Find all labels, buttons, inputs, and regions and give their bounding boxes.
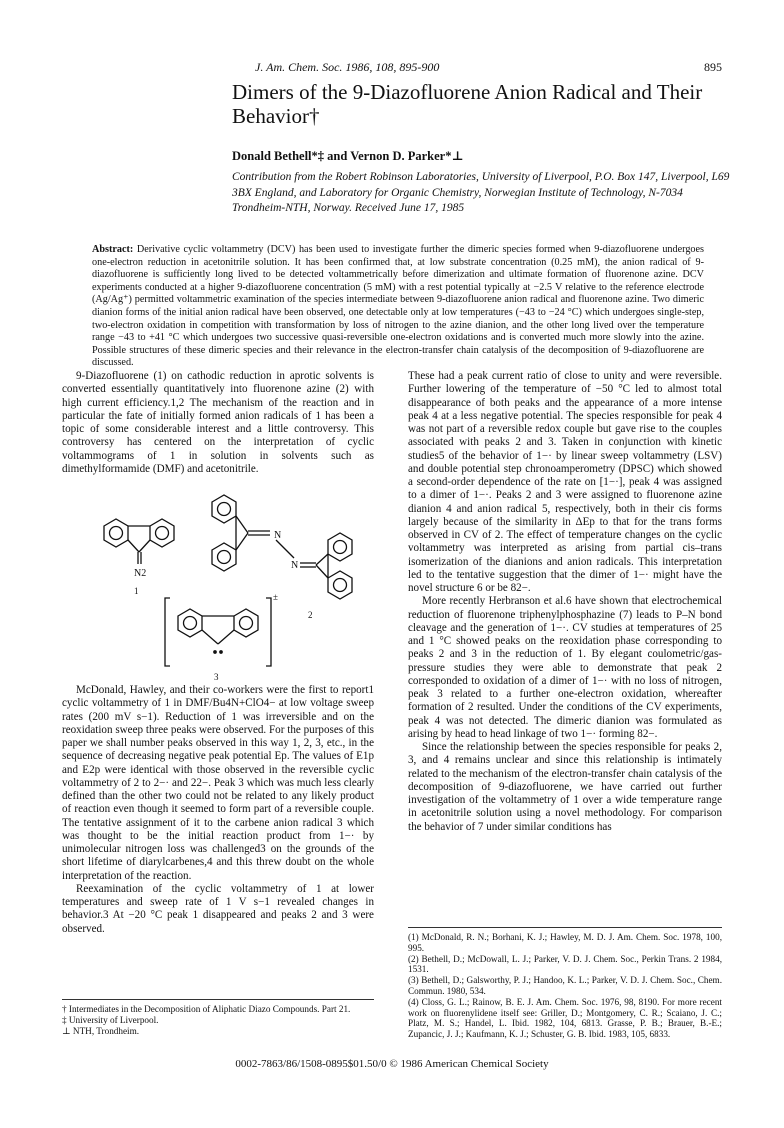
right-column	[408, 370, 722, 834]
affiliation: Contribution from the Robert Robinson Laboratories, University of Liverpool, P.O. Box 147, Liverpool, L69 3BX England, and Laboratory for Organic Chemistry, Norwegian Institute of Technology, N-7034 Trondheim-NTH, Norway. Received June 17, 1985	[232, 171, 730, 214]
footnote: ⊥ NTH, Trondheim.	[62, 1026, 140, 1036]
body-paragraph: McDonald, Hawley, and their co-workers were the first to report1 cyclic voltammetry of 1 in DMF/Bu4N+ClO4− at low voltage sweep rates (200 mV s−1). Reduction of 1 was irreversible and on the reoxidation sweep three peaks were observed. For the purposes of this paper we shall number peaks observed in this way 1, 2, 3, etc., in the sequence of decreasing negative peak potential Ep. The values of E1p and E2p were identical with those observed in the reversible cyclic voltammetry of 2 to 2−· and 22−. Peak 3 which was much less clearly defined than the other two could not be related to any likely product of reaction even though it seemed to form part of a reversible couple. The tentative assignment of it to the carbene anion radical 3 which was thought to be the initial reaction product from 1−· by unimolecular nitrogen loss was challenged3 on the grounds of the short lifetime of diarylcarbenes,4 and this threw doubt on the whole interpretation of the reaction.	[62, 684, 374, 882]
abstract-label: Abstract:	[92, 244, 134, 255]
abstract	[92, 244, 704, 370]
left-column	[62, 370, 374, 936]
page-number: 895	[704, 60, 722, 74]
reference-list	[408, 927, 722, 1040]
article-title: Dimers of the 9-Diazofluorene Anion Radical and Their Behavior†	[232, 80, 703, 128]
body-paragraph: More recently Herbranson et al.6 have shown that electrochemical reduction of fluorenone triphenylphosphazine (7) leads to P–N bond cleavage and the generation of 1−·. CV studies at temperatures of 25 and 1 °C showed peaks on the reoxidation phase corresponding to peaks 2 and 3 in the reduction of 1. By elegant coulometric/gas-pressure studies they were able to demonstrate that peak 2 corresponded to oxidation of a dimer of 1−· with no loss of nitrogen, peak 3 related to a further one-electron oxidation, whereafter formation of 2 resulted. Under the conditions of the CV experiments, peak 4 was not detected. The dimeric dianion was formulated as arising by head to head linkage of two 1−· forming 82−.	[408, 595, 722, 740]
author-footnotes	[62, 999, 374, 1037]
copyright-footer: 0002-7863/86/1508-0895$01.50/0 © 1986 American Chemical Society	[235, 1058, 549, 1070]
reference-item: (1) McDonald, R. N.; Borhani, K. J.; Hawley, M. D. J. Am. Chem. Soc. 1978, 100, 995.	[408, 932, 722, 953]
compound-label-2: 2	[308, 610, 313, 620]
structure-diagram	[62, 482, 374, 682]
body-paragraph: These had a peak current ratio of close to unity and were reversible. Further lowering of the temperature of −50 °C led to almost total disappearance of both peaks and the appearance of a more intense peak 4 at a less negative potential. The species responsible for peak 4 was not part of a reversible redox couple but gave rise to the couples associated with peaks 2 and 3. Taken in conjunction with kinetic studies5 of the behavior of 1−· by linear sweep voltammetry (LSV) and double potential step chronoamperometry (DPSC) which showed a second-order dependence of the rate on [1−·], peak 4 was assigned to a dimer of 1−·. Peaks 2 and 3 were assigned to fluorenone azine dianion 4 and anion radical 5, respectively, both in their cis forms largely because of the similarity in ΔEp to that for the trans forms observed in CV of 2. The effect of temperature changes on the cyclic voltammetry was interpreted as arising from partial cis–trans isomerization of the dianions and anion radicals. This interpretation led to the tentative suggestion that the dimer of 1−· might have the novel structure 6 or be 82−.	[408, 370, 722, 594]
reference-item: (2) Bethell, D.; McDowall, L. J.; Parker, V. D. J. Chem. Soc., Perkin Trans. 2 1984, 1531.	[408, 953, 722, 975]
footnote: † Intermediates in the Decomposition of Aliphatic Diazo Compounds. Part 21.	[62, 1004, 351, 1014]
compound-1-structure	[104, 519, 174, 564]
body-paragraph: 9-Diazofluorene (1) on cathodic reduction in aprotic solvents is converted essentially quantitatively into fluorenone azine (2) with high current efficiency.1,2 The mechanism of the reaction and in particular the fate of initially formed anion radicals of 1 has been a topic of some considerable interest and a little controversy. This controversy has centered on the interpretation of cyclic voltammograms of 1 in solution in solvents such as dimethylformamide (DMF) and acetonitrile.	[62, 370, 374, 475]
journal-citation: J. Am. Chem. Soc. 1986, 108, 895-900	[255, 60, 440, 74]
nitrogen-label: N	[274, 530, 282, 541]
reference-item: (4) Closs, G. L.; Rainow, B. E. J. Am. Chem. Soc. 1976, 98, 8190. For more recent work on fluorenylidene itself see: Griller, D.; Montgomery, C. R.; Scaiano, J. C.; Platz, M. S.; Handel, L. Ibid. 1982, 104, 6813. Grasse, P. B.; Brauer, B.-E.; Zupancic, J. J.; Kaufmann, K. J.; Schuster, G. B. Ibid. 1983, 105, 6833.	[408, 996, 722, 1040]
reference-item: (3) Bethell, D.; Galsworthy, P. J.; Handoo, K. L.; Parker, V. D. J. Chem. Soc., Chem. Commun. 1980, 534.	[408, 975, 722, 996]
compound-label-3: 3	[214, 672, 219, 682]
compound-3-structure	[165, 598, 271, 666]
footnote: ‡ University of Liverpool.	[62, 1015, 159, 1025]
charge-label: ±	[273, 592, 278, 602]
author-list: Donald Bethell*‡ and Vernon D. Parker*⊥	[232, 149, 464, 163]
abstract-text: Derivative cyclic voltammetry (DCV) has been used to investigate further the dimeric species formed when 9-diazofluorene undergoes one-electron reduction in acetonitrile solution. It has been confirmed that, at low substrate concentration (0.25 mM), the anion radical of 9-diazofluorene is sufficiently long lived to be detected voltammetrically before dimerization and ultimate formation of fluorenone azine. DCV experiments conducted at a higher 9-diazofluorene concentration (5 mM) with a rest potential typically at −2.5 V relative to the reference electrode (Ag/Ag⁺) permitted voltammetric examination of the species intermediate between 9-diazofluorene anion radical and fluorenone azine. Two dimeric dianion forms of the initial anion radical have been observed, one detectable only at low temperatures (−43 to −24 °C) which undergoes single-step, two-electron oxidation in competition with transformation by loss of nitrogen to the azine dianion, and the other long lived over the temperature range −43 to +41 °C which undergoes two successive quasi-reversible one-electron oxidations and is converted much more slowly into the azine. Possible structures of these dimeric species and their relevance in the electron-transfer chain catalysis of the decomposition of 9-diazofluorene are discussed.	[92, 244, 705, 369]
n2-label: N2	[134, 568, 147, 579]
compound-label-1: 1	[134, 586, 139, 596]
body-paragraph: Reexamination of the cyclic voltammetry of 1 at lower temperatures and sweep rate of 1 V s−1 revealed changes in behavior.3 At −20 °C peak 1 disappeared and peaks 2 and 3 were observed.	[62, 882, 374, 935]
compound-2-structure	[212, 495, 352, 599]
nitrogen-label: N	[291, 560, 299, 571]
body-paragraph: Since the relationship between the species responsible for peaks 2, 3, and 4 remains unclear and since this relationship is intimately related to the mechanism of the electron-transfer chain catalysis of the decomposition of 9-diazofluorene, we have carried out further investigation of the voltammetry of 1 over a wide temperature range in acetonitrile solution using a novel methodology. For comparison the behavior of 7 under similar conditions has	[408, 741, 722, 833]
